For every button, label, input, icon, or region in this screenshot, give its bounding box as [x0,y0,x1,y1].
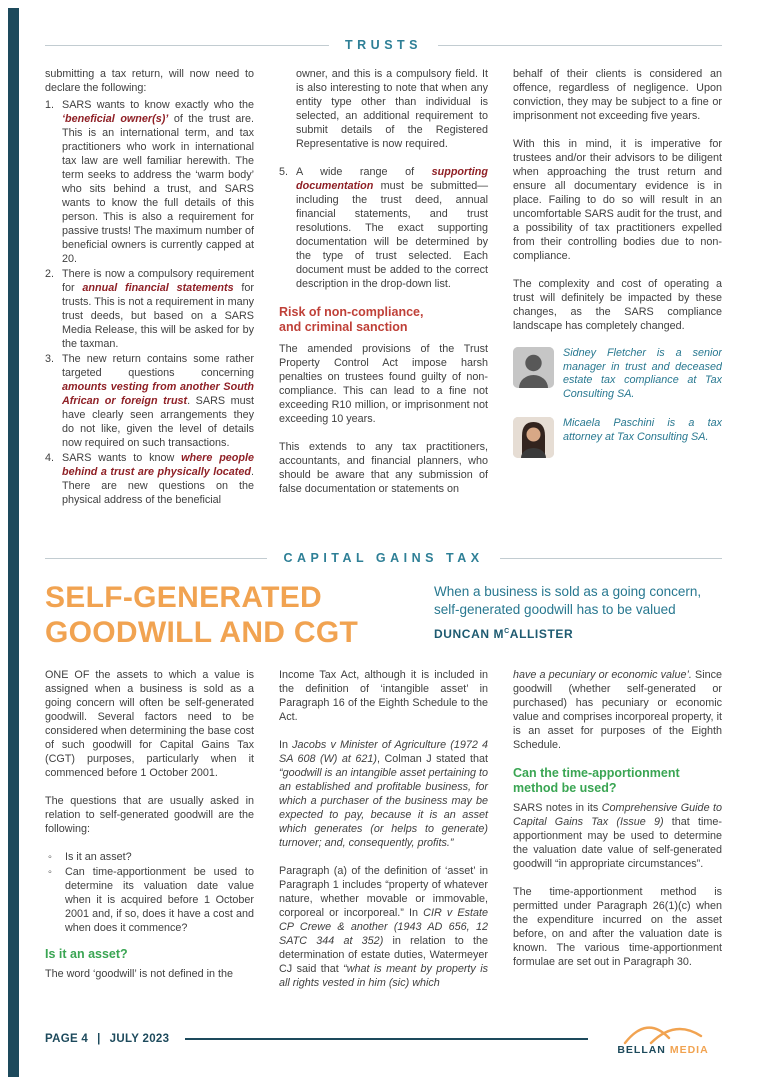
risk-non-compliance-heading: Risk of non-compliance, and criminal sanction [279,305,424,334]
cgt-article-meta [434,580,722,641]
bio-text: Micaela Paschini is a tax attorney at Tax Consulting SA. [563,417,722,443]
item-text: SARS wants to know exactly who the ‘beneficial owner(s)’ of the trust are. This is an international term, and tax practitioners who work in international tax law are well familiar herewith. The term seeks to address the ‘warm body’ who sits behind a trust, and SARS wants to know the full details of this person. This is also a requirement for passive trusts! The maximum number of beneficial owners is currently capped at 20. [62,99,254,265]
is-it-an-asset-heading: Is it an asset? [45,947,128,961]
item-text: A wide range of supporting documentation must be submitted—including the trust deed, annual financial statements, and trust resolutions. The exact supporting documentation will be determined by the type of trust selected. Each document must be added to the correct description in the drop-down list. [296,166,488,290]
logo-text [617,1044,708,1056]
item-number: 5. [279,166,289,178]
trusts-column-1 [45,67,254,537]
trusts-column-2 [279,67,488,537]
person-portrait-icon [513,347,554,388]
numbered-item-2 [45,267,254,351]
footer-rule [185,1038,588,1040]
paragraph: The time-apportionment method is permitted under Paragraph 26(1)(c) when the expenditure incurred on the asset before, on and after the valuation date is known. The various time-apportionment formulae are set out in Paragraph 30. [513,886,722,968]
logo-name: BELLAN [617,1044,666,1056]
bullet-marker: ◦ [48,851,52,863]
logo-swoosh-icon [619,1022,707,1046]
header-rule-left [45,558,267,559]
author-bio-micaela-paschini [513,417,722,458]
item-number: 2. [45,268,55,280]
numbered-item-4 [45,451,254,507]
item-text: There is now a compulsory requirement for annual financial statements for trusts. This is not a requirement in many trust deeds, but based on a SARS Media Release, this will be asked for by the taxman. [62,268,254,350]
cgt-section-title: CAPITAL GAINS TAX [283,551,484,565]
cgt-author-byline: DUNCAN $M^CALLISTER$ [434,627,574,641]
footer-page-info [45,1033,169,1045]
trusts-column-3 [513,67,722,537]
header-rule-right [500,558,722,559]
bullet-text: Can time-apportionment be used to determine its valuation date value when it is acquired before 1 October 2001 and, if so, does it have a cost and when does it commence? [65,866,254,934]
paragraph: Income Tax Act, although it is included in the definition of ‘intangible asset’ in Paragraph 16 of the Eighth Schedule to the Act. [279,669,488,723]
paragraph: With this in mind, it is imperative for trustees and/or their advisors to be diligent when approaching the trust return and ensure all documentary evidence is in place. Failing to do so will result in an uncomfortable SARS audit for the trust, and a possibility of tax practitioners expelled from their controlling bodies due to non-compliance. [513,138,722,262]
item-number: 3. [45,353,55,365]
cgt-standfirst: When a business is sold as a going concern, self-generated goodwill has to be valued [434,584,702,617]
numbered-item-5 [279,165,488,291]
bullet-marker: ◦ [48,866,52,878]
author-bio-sidney-fletcher [513,347,722,401]
item-number-spacer [279,67,296,151]
bellan-media-logo [604,1022,722,1056]
footer-date: JULY 2023 [109,1033,170,1045]
cgt-column-2 [279,668,488,1006]
paragraph: Paragraph (a) of the definition of ‘asset’ in Paragraph 1 includes “property of whatever nature, whether movable or immovable, corporeal or incorporeal.” In CIR v Estate CP Crewe & another (1943 AD 656, 12 SATC 344 at 352) in relation to the determination of estate duties, Watermeyer CJ said that “what is meant by property is all rights vested in him (sic) which [279,865,489,989]
paragraph: behalf of their clients is considered an offence, regardless of negligence. Upon conviction, they may be subject to a fine or imprisonment not exceeding five years. [513,68,722,122]
paragraph: have a pecuniary or economic value’. Since goodwill (whether self-generated or purchased) has pecuniary or economic value and comprises incorporeal property, it is an asset for purposes of the Eighth Schedule. [513,669,722,751]
trusts-section-title: TRUSTS [345,38,422,52]
footer-page-number: PAGE 4 [45,1033,89,1045]
trusts-section-header [45,38,722,52]
bio-text: Sidney Fletcher is a senior manager in trust and deceased estate tax compliance at Tax Consulting SA. [563,347,722,400]
cgt-article [45,668,722,1006]
author-photo-micaela-paschini [513,417,554,458]
paragraph: The questions that are usually asked in relation to self-generated goodwill are the following: [45,795,254,835]
item-text: SARS wants to know where people behind a trust are physically located. There are new questions on the physical address of the beneficial [62,452,254,506]
numbered-item-1 [45,98,254,266]
item-number: 4. [45,452,55,464]
person-portrait-icon [513,417,554,458]
logo-type: MEDIA [669,1044,709,1056]
bullet-item-1 [45,850,254,864]
trusts-article [45,67,722,537]
page-edge-bar [8,8,19,1077]
time-apportionment-heading: Can the time-apportionment method be used? [513,766,680,795]
item-number: 1. [45,99,55,111]
paragraph: The complexity and cost of operating a trust will definitely be impacted by these changes, as the SARS compliance landscape has completely changed. [513,278,722,332]
cgt-article-header [45,580,722,650]
page-footer [45,1022,722,1056]
cgt-article-title: SELF-GENERATED GOODWILL AND CGT [45,581,359,649]
paragraph: ONE OF the assets to which a value is assigned when a business is sold as a going concern will often be self-generated goodwill. Several factors need to be considered when determining the base cost of such goodwill for Capital Gains Tax (CGT) purposes, particularly when it commenced before 1 October 2001. [45,669,254,779]
trusts-intro-paragraph: submitting a tax return, will now need to declare the following: [45,68,254,94]
cgt-column-3 [513,668,722,1006]
author-photo-sidney-fletcher [513,347,554,388]
cgt-column-1 [45,668,254,1006]
paragraph: The amended provisions of the Trust Property Control Act impose harsh penalties on trustees found guilty of non-compliance. This can lead to a fine not exceeding R10 million, or imprisonment not exceeding 10 years. [279,343,488,425]
bullet-text: Is it an asset? [65,851,132,863]
item-text: The new return contains some rather targeted questions concerning amounts vesting from another South African or foreign trust. SARS must have clearly seen arrangements they do not like, given the level of details now required on such transactions. [62,353,254,449]
bullet-item-2 [45,865,254,935]
numbered-item-4-continuation [279,67,488,151]
item-text: owner, and this is a compulsory field. It is also interesting to note that when any entity type other than individual is selected, an additional requirement to submit details of the Registered Representative is now required. [296,68,488,150]
cgt-section-header [45,551,722,565]
numbered-item-3 [45,352,254,450]
header-rule-right [438,45,722,46]
paragraph: The word ‘goodwill’ is not defined in the [45,968,234,980]
page-content [45,38,722,1006]
paragraph: This extends to any tax practitioners, accountants, and financial planners, who should be aware that any submission of false documentation or statements on [279,441,488,495]
footer-separator: | [97,1033,101,1045]
paragraph: SARS notes in its Comprehensive Guide to Capital Gains Tax (Issue 9) that time-apportionment may be used to determine the valuation date value of self-generated goodwill “in appropriate circumstances”. [513,802,722,870]
header-rule-left [45,45,329,46]
paragraph: In Jacobs v Minister of Agriculture (1972 4 SA 608 (W) at 621), Colman J stated that “goodwill is an intangible asset pertaining to an established and profitable business, for which a purchaser of the business may be expected to pay, because it is an asset which generates (or helps to generate) turnover; and, consequently, profits.” [279,739,488,849]
